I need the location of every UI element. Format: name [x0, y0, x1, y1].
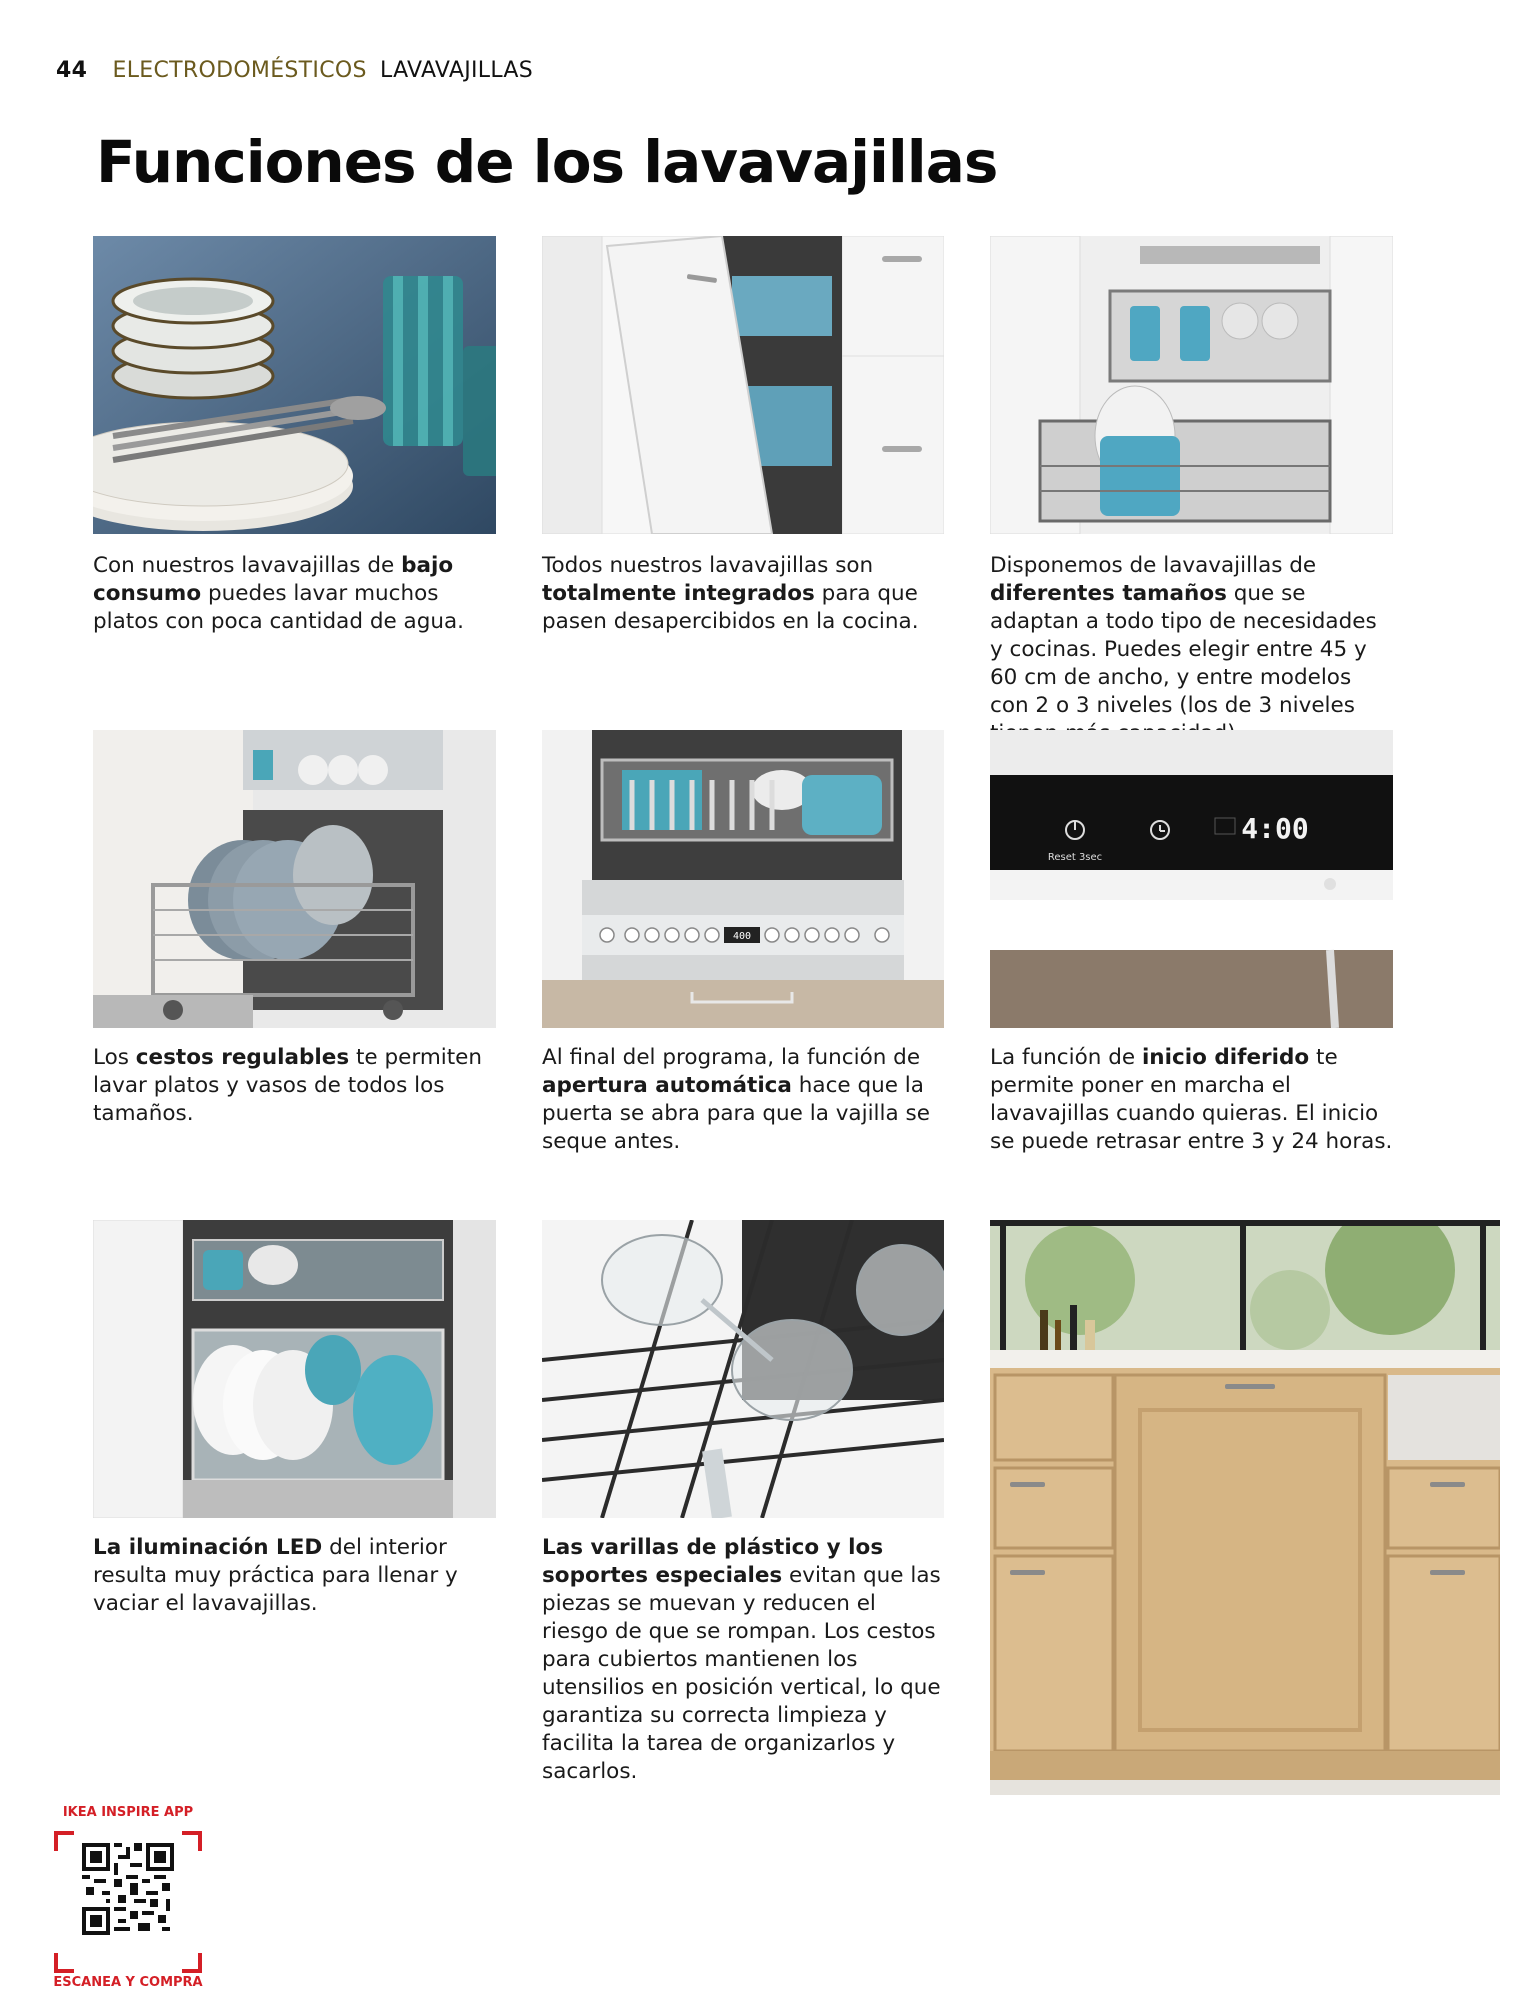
kitchen-cabinets-illustration — [990, 1220, 1500, 1795]
photo-wood-kitchen — [990, 1220, 1500, 1795]
caption-highlight: cestos regulables — [135, 1045, 350, 1070]
qr-top-label: IKEA INSPIRE APP — [62, 1805, 194, 1820]
caption-delayed-start — [990, 1044, 1395, 1156]
caption-text: te permiten lavar platos y vasos de todos los tamaños. — [93, 1045, 483, 1126]
photo-adjustable-baskets — [93, 730, 496, 1028]
dishes-glasses-illustration — [93, 236, 496, 534]
three-level-racks-illustration — [990, 236, 1393, 534]
photo-glass-supports — [542, 1220, 944, 1518]
photo-integrated — [542, 236, 944, 534]
caption-text: Los — [93, 1045, 136, 1070]
caption-text: Con nuestros lavavajillas de — [93, 553, 402, 578]
adjustable-baskets-illustration — [93, 730, 496, 1028]
caption-text: Al final del programa, la función de — [542, 1045, 921, 1070]
page-number: 44 — [56, 58, 88, 83]
auto-open-illustration — [542, 730, 944, 1028]
caption-highlight: inicio diferido — [1141, 1045, 1310, 1070]
caption-glass-supports — [542, 1534, 947, 1786]
caption-text: del interior resulta muy práctica para llenar y vaciar el lavavajillas. — [93, 1535, 458, 1616]
caption-text: evitan que las piezas se muevan y reducen el riesgo de que se rompan. Los cestos para cubiertos mantienen los utensilios en posición vertical, lo que garantiza su correcta limpieza y facilita la tarea de organizarlos y sacarlos. — [542, 1563, 941, 1784]
control-panel-illustration — [990, 730, 1393, 1028]
caption-text: puedes lavar muchos platos con poca cantidad de agua. — [93, 581, 464, 634]
caption-led — [93, 1534, 498, 1618]
caption-text: para que pasen desapercibidos en la cocina. — [542, 581, 919, 634]
small-display-value: 400 — [732, 931, 752, 942]
qr-bottom-label: ESCANEA Y COMPRA — [53, 1975, 203, 1990]
qr-frame-corner — [182, 1953, 202, 1973]
qr-code[interactable] — [82, 1843, 174, 1935]
photo-sizes — [990, 236, 1393, 534]
integrated-dishwasher-illustration — [542, 236, 944, 534]
timer-display: 4:00 — [1241, 812, 1309, 845]
caption-text: te permite poner en marcha el lavavajillas cuando quieras. El inicio se puede retrasar entre 3 y 24 horas. — [990, 1045, 1393, 1154]
caption-highlight: La iluminación LED — [93, 1535, 323, 1560]
caption-text: Todos nuestros lavavajillas son — [542, 553, 874, 578]
caption-highlight: Las varillas de plástico y los soportes especiales — [542, 1535, 884, 1588]
caption-text: que se adaptan a todo tipo de necesidades y cocinas. Puedes elegir entre 45 y 60 cm de ancho, y entre modelos con 2 o 3 niveles (los de 3 niveles — [990, 581, 1377, 718]
caption-integrated — [542, 552, 947, 636]
qr-frame-corner — [54, 1953, 74, 1973]
photo-led-lighting — [93, 1220, 496, 1518]
subsection-label: LAVAVAJILLAS — [380, 58, 534, 83]
wine-glasses-rack-illustration — [542, 1220, 944, 1518]
caption-highlight: apertura automática — [542, 1073, 792, 1098]
caption-text: hace que la puerta se abra para que la vajilla se seque antes. — [542, 1073, 930, 1154]
section-label: ELECTRODOMÉSTICOS — [112, 58, 367, 83]
qr-code-block[interactable] — [48, 1805, 208, 1995]
caption-highlight: diferentes tamaños — [990, 581, 1227, 606]
qr-frame-corner — [182, 1831, 202, 1851]
caption-highlight: totalmente integrados — [542, 581, 815, 606]
page-header — [56, 58, 533, 83]
photo-low-consumption — [93, 236, 496, 534]
caption-auto-open — [542, 1044, 947, 1156]
caption-adjustable-baskets — [93, 1044, 498, 1128]
caption-highlight: bajo consumo — [93, 553, 454, 606]
caption-sizes — [990, 552, 1395, 748]
photo-auto-open — [542, 730, 944, 1028]
led-interior-illustration — [93, 1220, 496, 1518]
caption-low-consumption — [93, 552, 498, 636]
photo-delayed-start — [990, 730, 1393, 1028]
qr-frame-corner — [54, 1831, 74, 1851]
reset-label: Reset 3sec — [1047, 852, 1103, 863]
caption-text: Disponemos de lavavajillas de — [990, 553, 1317, 578]
caption-text: La función de — [990, 1045, 1142, 1070]
page-title: Funciones de los lavavajillas — [96, 128, 998, 196]
